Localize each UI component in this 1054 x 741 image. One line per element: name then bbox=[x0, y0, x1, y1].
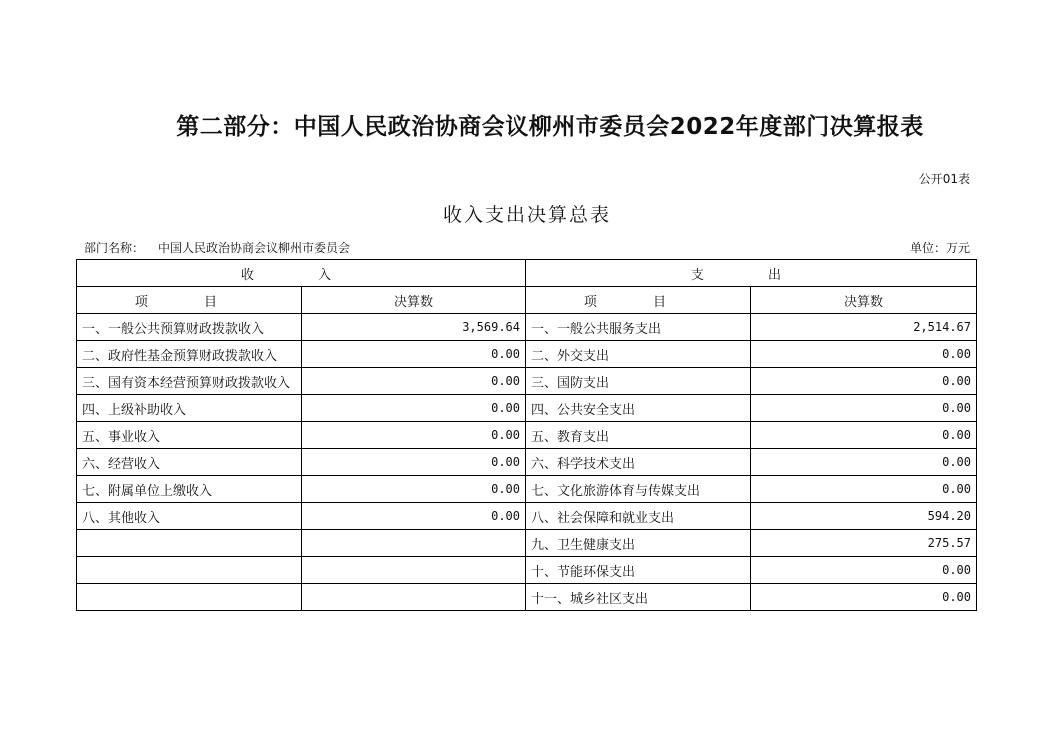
expense-amount-cell: 0.00 bbox=[751, 557, 977, 584]
expense-item-cell: 一、一般公共服务支出 bbox=[526, 314, 751, 341]
table-row bbox=[77, 341, 977, 368]
table-body bbox=[77, 260, 977, 611]
expense-amount-cell: 594.20 bbox=[751, 503, 977, 530]
income-item-cell bbox=[77, 557, 302, 584]
income-item-cell: 七、附属单位上缴收入 bbox=[77, 476, 302, 503]
table-row bbox=[77, 557, 977, 584]
expense-amount-cell: 0.00 bbox=[751, 449, 977, 476]
income-amount-cell: 0.00 bbox=[302, 368, 526, 395]
income-item-cell: 六、经营收入 bbox=[77, 449, 302, 476]
section-header-row bbox=[77, 260, 977, 287]
table-row bbox=[77, 476, 977, 503]
expense-amount-cell: 0.00 bbox=[751, 368, 977, 395]
expense-item-cell: 八、社会保障和就业支出 bbox=[526, 503, 751, 530]
table-row bbox=[77, 368, 977, 395]
expense-item-cell: 三、国防支出 bbox=[526, 368, 751, 395]
income-amount-cell: 0.00 bbox=[302, 341, 526, 368]
expense-item-header: 项 目 bbox=[526, 287, 751, 314]
income-item-header: 项 目 bbox=[77, 287, 302, 314]
expense-item-cell: 九、卫生健康支出 bbox=[526, 530, 751, 557]
income-amount-cell: 0.00 bbox=[302, 476, 526, 503]
income-amount-cell: 0.00 bbox=[302, 395, 526, 422]
income-item-cell bbox=[77, 530, 302, 557]
table-row bbox=[77, 422, 977, 449]
column-header-row bbox=[77, 287, 977, 314]
income-amount-cell: 0.00 bbox=[302, 422, 526, 449]
table-row bbox=[77, 503, 977, 530]
department-line bbox=[84, 239, 350, 256]
department-label: 部门名称： bbox=[84, 241, 145, 255]
income-item-cell: 一、一般公共预算财政拨款收入 bbox=[77, 314, 302, 341]
income-item-cell bbox=[77, 584, 302, 611]
income-amount-cell: 0.00 bbox=[302, 449, 526, 476]
form-number: 公开01表 bbox=[918, 172, 970, 186]
income-item-cell: 三、国有资本经营预算财政拨款收入 bbox=[77, 368, 302, 395]
expense-item-cell: 五、教育支出 bbox=[526, 422, 751, 449]
expense-amount-cell: 2,514.67 bbox=[751, 314, 977, 341]
income-amount-cell: 3,569.64 bbox=[302, 314, 526, 341]
income-item-cell: 二、政府性基金预算财政拨款收入 bbox=[77, 341, 302, 368]
table-row bbox=[77, 530, 977, 557]
income-amount-cell bbox=[302, 584, 526, 611]
income-item-cell: 五、事业收入 bbox=[77, 422, 302, 449]
expense-item-cell: 十、节能环保支出 bbox=[526, 557, 751, 584]
expense-item-cell: 二、外交支出 bbox=[526, 341, 751, 368]
expense-item-cell: 四、公共安全支出 bbox=[526, 395, 751, 422]
income-amount-cell bbox=[302, 530, 526, 557]
income-amount-cell bbox=[302, 557, 526, 584]
expense-item-cell: 十一、城乡社区支出 bbox=[526, 584, 751, 611]
income-amount-cell: 0.00 bbox=[302, 503, 526, 530]
expense-amount-cell: 0.00 bbox=[751, 395, 977, 422]
expense-section-header: 支 出 bbox=[526, 260, 977, 287]
expense-amount-cell: 0.00 bbox=[751, 476, 977, 503]
income-item-cell: 八、其他收入 bbox=[77, 503, 302, 530]
expense-item-cell: 六、科学技术支出 bbox=[526, 449, 751, 476]
income-item-cell: 四、上级补助收入 bbox=[77, 395, 302, 422]
income-expense-table bbox=[76, 259, 977, 611]
expense-amount-cell: 275.57 bbox=[751, 530, 977, 557]
table-row bbox=[77, 449, 977, 476]
expense-amount-cell: 0.00 bbox=[751, 341, 977, 368]
table-row bbox=[77, 584, 977, 611]
department-name: 中国人民政治协商会议柳州市委员会 bbox=[158, 241, 351, 255]
table-row bbox=[77, 314, 977, 341]
income-amount-header: 决算数 bbox=[302, 287, 526, 314]
expense-item-cell: 七、文化旅游体育与传媒支出 bbox=[526, 476, 751, 503]
report-title: 第二部分：中国人民政治协商会议柳州市委员会2022年度部门决算报表 bbox=[176, 114, 924, 140]
table-row bbox=[77, 395, 977, 422]
table-title: 收入支出决算总表 bbox=[442, 204, 611, 226]
expense-amount-cell: 0.00 bbox=[751, 584, 977, 611]
unit-label: 单位：万元 bbox=[909, 241, 970, 255]
expense-amount-header: 决算数 bbox=[751, 287, 977, 314]
expense-amount-cell: 0.00 bbox=[751, 422, 977, 449]
income-section-header: 收 入 bbox=[77, 260, 526, 287]
